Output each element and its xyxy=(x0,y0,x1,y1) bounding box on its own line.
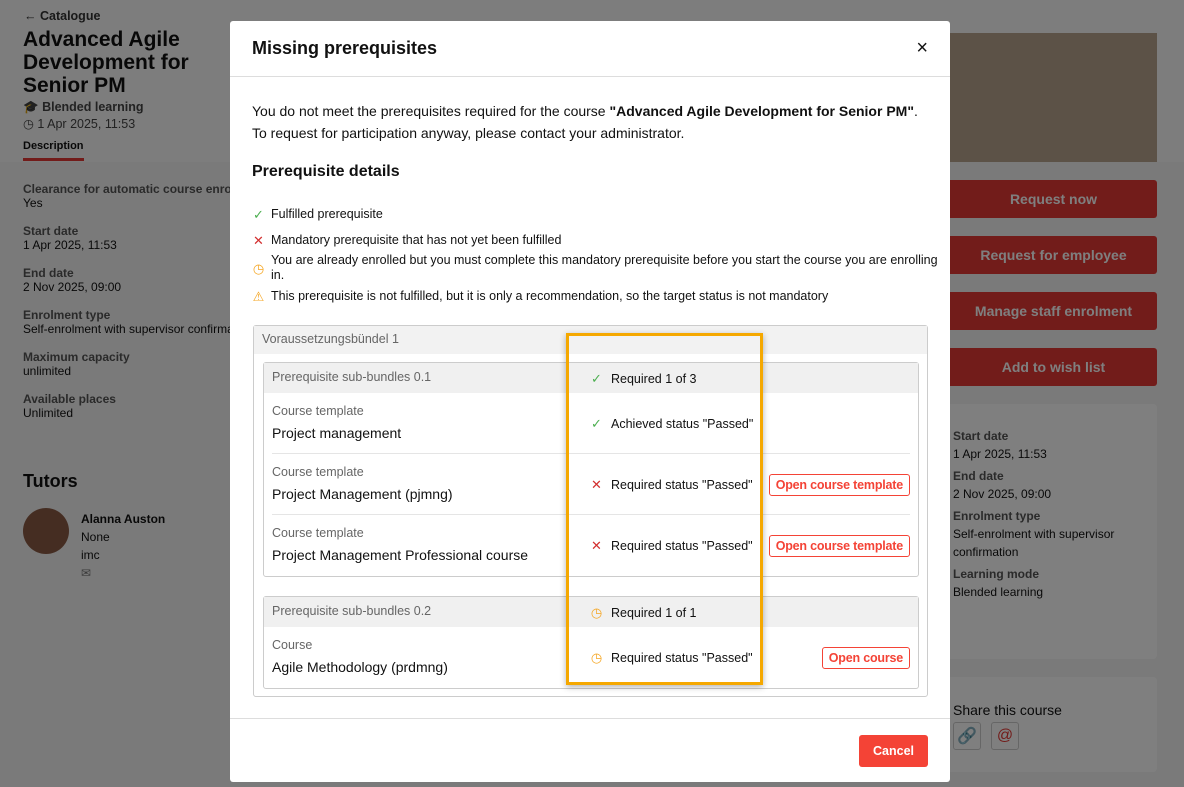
open-course-button[interactable]: Open course xyxy=(822,647,910,669)
cancel-button[interactable]: Cancel xyxy=(859,735,928,767)
clock-icon: ◷ xyxy=(590,605,603,620)
item-name: Project Management (pjmng) xyxy=(272,486,453,502)
item-name: Agile Methodology (prdmng) xyxy=(272,659,448,675)
item-type: Course xyxy=(272,638,313,652)
dialog-intro: You do not meet the prerequisites required for the course "Advanced Agile Development for Senior PM". To request for participation anyway, please contact your administrator. xyxy=(252,103,918,141)
prerequisite-details-heading: Prerequisite details xyxy=(252,163,400,180)
check-icon: ✓ xyxy=(253,206,264,222)
open-course-template-button[interactable]: Open course template xyxy=(769,474,910,496)
cross-icon: ✕ xyxy=(591,477,602,492)
item-status: Achieved status "Passed" xyxy=(611,417,754,431)
sub-bundle-title: Prerequisite sub-bundles 0.1 xyxy=(272,370,432,384)
clock-icon: ◷ xyxy=(252,260,265,276)
item-name: Project management xyxy=(272,425,402,441)
status-column-highlight xyxy=(566,333,763,685)
dialog-footer-divider xyxy=(230,718,950,719)
item-status: Required status "Passed" xyxy=(611,478,753,492)
legend: ✓ Fulfilled prerequisite ✕ Mandatory prerequisite that has not yet been fulfilled ◷ You are already enrolled but you must complete this mandatory prerequisite before you start the course you are enrolling in. ⚠ This prerequisite is not fulfilled, but it is only a recommendation, so the target status is not mandatory xyxy=(252,206,938,304)
sub-bundle-title: Prerequisite sub-bundles 0.2 xyxy=(272,604,432,618)
clock-icon: ◷ xyxy=(590,650,603,665)
open-course-template-button[interactable]: Open course template xyxy=(769,535,910,557)
cross-icon: ✕ xyxy=(591,538,602,553)
bundle-title: Voraussetzungsbündel 1 xyxy=(254,326,927,354)
sub-bundle-status: Required 1 of 1 xyxy=(611,606,697,620)
item-status: Required status "Passed" xyxy=(611,651,753,665)
item-type: Course template xyxy=(272,526,364,540)
sub-bundle-status: Required 1 of 3 xyxy=(611,372,697,386)
item-name: Project Management Professional course xyxy=(272,547,529,563)
item-type: Course template xyxy=(272,404,364,418)
item-status: Required status "Passed" xyxy=(611,539,753,553)
check-icon: ✓ xyxy=(591,416,602,431)
dialog-title: Missing prerequisites xyxy=(252,38,438,58)
warning-icon: ⚠ xyxy=(252,288,265,304)
check-icon: ✓ xyxy=(591,371,602,386)
close-icon[interactable]: × xyxy=(916,37,928,59)
cross-icon: ✕ xyxy=(253,232,264,248)
item-type: Course template xyxy=(272,465,364,479)
missing-prerequisites-dialog xyxy=(230,21,950,782)
